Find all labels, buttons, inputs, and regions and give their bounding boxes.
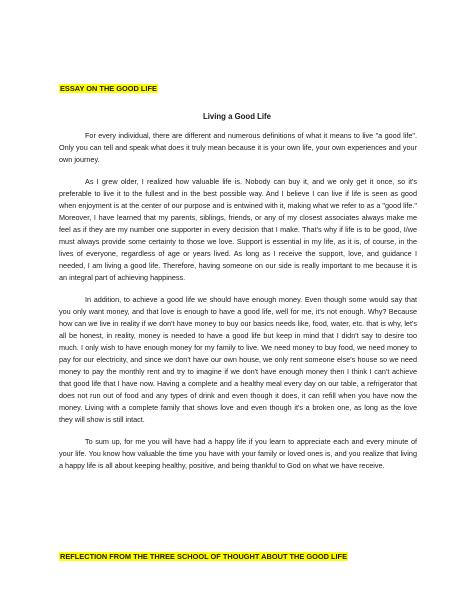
reflection-heading <box>59 546 348 564</box>
paragraph-money: In addition, to achieve a good life we should have enough money. Even though some would say that you only want money, and that love is enough to have a good life, well for me, it's not enough. Why? Because how can we live in reality if we don't have money to buy our basics needs like, food, water, etc. that is why, let's all be honest, in reality, money is needed to have a good life but keep in mind that I didn't say to desire too much. I only wish to have enough money for my family to live. We need money to buy food, we need money to pay for our electricity, and since we don't have our own house, we only rent someone else's house so we need money to pay the monthly rent and try to imagine if we don't have enough money then I think I can't achieve that good life that I have now. Having a complete and a healthy meal every day on our table, a refrigerator that does not run out of food and any types of drink and even though it does, it can refill when you have now the money. Living with a complete family that shows love and even though it's a broken one, as long as the love they will show is still intact. <box>59 294 417 425</box>
essay-body <box>59 130 417 481</box>
paragraph-support: As I grew older, I realized how valuable life is. Nobody can buy it, and we only get it once, so it's preferable to live it to the fullest and in the best possible way. And I believe I can live if life is seen as good when enjoyment is at the center of our purpose and is entwined with it, making what we refer to as a "good life." Moreover, I have learned that my parents, siblings, friends, or any of my closest associates always make me feel as if they are my number one supporter in every decision that I make. That's why if life is to be good, I/we must always provide some certainty to those we love. Support is essential in my life, as it is, of course, in the lives of everyone, regardless of age or years lived. As long as I receive the support, love, and guidance I needed, I am living a good life. Therefore, having someone on our side is really important to me because it is an integral part of achieving happiness. <box>59 176 417 283</box>
essay-heading-text: ESSAY ON THE GOOD LIFE <box>60 84 157 93</box>
essay-title: Living a Good Life <box>202 112 271 121</box>
reflection-heading-text: REFLECTION FROM THE THREE SCHOOL OF THOUGHT ABOUT THE GOOD LIFE <box>60 552 347 561</box>
paragraph-intro: For every individual, there are different and numerous definitions of what it means to live "a good life". Only you can tell and speak what does it truly mean because it is your own life, your own experiences and your own journey. <box>59 131 417 165</box>
essay-heading <box>59 78 158 96</box>
paragraph-conclusion: To sum up, for me you will have had a happy life if you learn to appreciate each and every minute of your life. You know how valuable the time you have with your family or loved ones is, and you realize that living a happy life is all about keeping healthy, positive, and being thankful to God on what we have receive. <box>59 436 417 470</box>
